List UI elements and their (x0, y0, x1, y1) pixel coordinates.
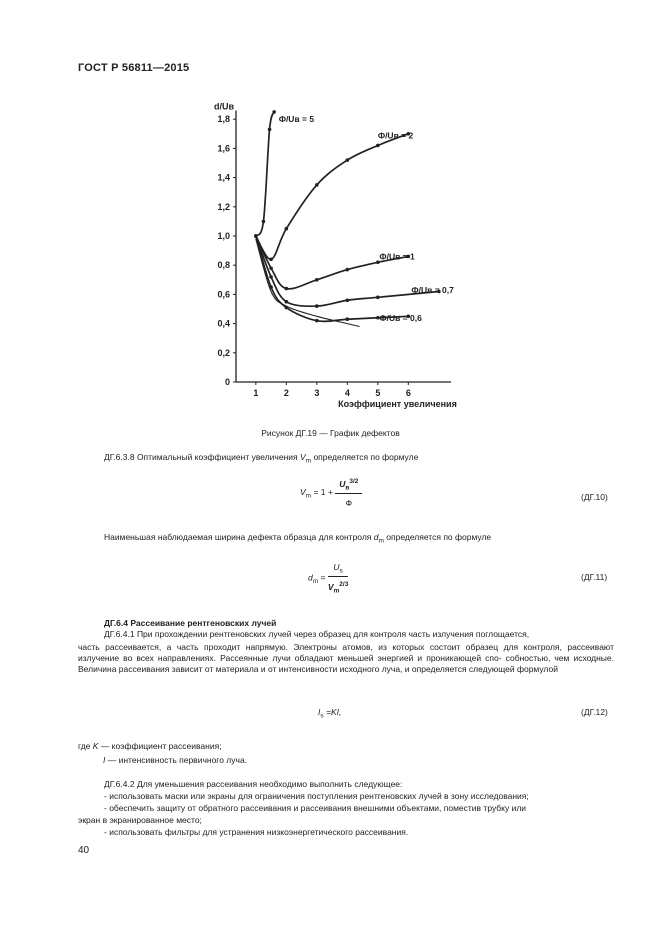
data-point (285, 287, 289, 291)
paragraph-reduce-scatter: ДГ.6.4.2 Для уменьшения рассеивания необходимо выполнить следующее: (104, 779, 403, 789)
x-tick-label: 2 (283, 388, 289, 398)
where-k (78, 741, 222, 752)
where-i-var: I (103, 755, 106, 765)
eq10-fraction (335, 478, 362, 508)
paragraph-optimal-magnification (104, 452, 614, 467)
equation-dg10 (300, 478, 362, 508)
eq12-rhs: =KI, (323, 707, 342, 717)
eq11-lhs-sub: m (312, 578, 319, 586)
data-point (285, 227, 289, 231)
data-point (268, 128, 272, 132)
series-label: Ф/Uв = 5 (278, 114, 315, 125)
series-label: Ф/Uв = 2 (377, 130, 414, 141)
eq11-eq: = (318, 572, 328, 583)
bullet-item: - использовать маски или экраны для ограничения поступления рентгеновских лучей в зону исследования; (104, 791, 529, 801)
series-line (256, 236, 409, 321)
eq10-num-sup: 3/2 (349, 478, 359, 485)
eq10-numerator (335, 478, 362, 494)
where-i (103, 755, 247, 766)
y-axis-label: d/Uв (214, 101, 235, 112)
eq12-lhs-sub: s (320, 712, 324, 720)
bullet-continuation: экран в экранированное место; (78, 815, 202, 825)
eq10-num-var: U (339, 478, 346, 489)
eq11-num-sub: s (339, 567, 343, 575)
eq11-denominator (328, 577, 349, 595)
paragraph-scatter-body: часть рассеивается, а часть проходит напрямую. Электроны атомов, из которых состоит образец для контроля, рассеивают излучение во всех направлениях. Рассеянные лучи обладают меньшей энергией и проникающей спо- собностью, чем исходные. Величина рассеивания зависит от материала и от интенсивности исходного луча, и определяется следующей формулой (78, 642, 614, 674)
x-tick-label: 4 (344, 388, 350, 398)
paragraph-scatter-first-line: ДГ.6.4.1 При прохождении рентгеновских лучей через образец для контроля часть излучения поглощается, (104, 629, 530, 639)
eq11-lhs: d (308, 572, 313, 583)
where-prefix: где (78, 741, 93, 751)
paragraph-min-width (104, 532, 614, 547)
eq10-num-sub: в (345, 484, 350, 492)
eq11-fraction (328, 562, 349, 594)
eq12-lhs: I (318, 707, 321, 717)
y-tick-label: 0 (224, 377, 230, 387)
data-point (269, 258, 273, 262)
bullet-item: - использовать фильтры для устранения низкоэнергетического рассеивания. (104, 827, 409, 837)
eq10-lhs: V (300, 487, 306, 498)
eq11-num-var: U (333, 562, 340, 572)
y-tick-label: 0,8 (217, 260, 230, 271)
bullet-item: - обеспечить защиту от обратного рассеивания и рассеивания внешними объектами, поместив трубку или (104, 803, 527, 813)
y-tick-label: 1,8 (217, 114, 230, 125)
data-point (346, 298, 350, 302)
document-header: ГОСТ Р 56811—2015 (78, 62, 190, 74)
where-k-var: K (92, 741, 99, 751)
data-point (376, 144, 380, 148)
where-k-def: — коэффициент рассеивания; (98, 741, 222, 751)
data-point (346, 158, 350, 162)
data-point (376, 296, 380, 300)
series-label: Ф/Uв = 1 (379, 251, 415, 262)
series-line (256, 112, 274, 236)
x-tick-label: 5 (375, 388, 381, 398)
x-axis-label: Коэффициент увеличения (338, 399, 457, 409)
data-point (269, 266, 273, 270)
equation-dg11 (308, 562, 348, 594)
figure-caption: Рисунок ДГ.19 — График дефектов (261, 428, 400, 438)
data-point (269, 275, 273, 279)
x-tick-label: 6 (405, 388, 411, 398)
p1-text: ДГ.6.3.8 Оптимальный коэффициент увеличения (104, 452, 300, 462)
data-point (315, 278, 319, 282)
data-point (315, 319, 319, 323)
series-label: Ф/Uв = 0,6 (379, 312, 422, 323)
equation-number-dg10: (ДГ.10) (581, 492, 608, 502)
series-line (256, 134, 409, 260)
where-i-def: — интенсивность первичного луча. (105, 755, 248, 765)
p2-sub: m (378, 537, 384, 545)
eq11-den-sup: 2/3 (339, 580, 349, 588)
data-point (272, 110, 276, 114)
p2-text: Наименьшая наблюдаемая ширина дефекта образца для контроля (104, 532, 374, 542)
eq11-den-var: V (327, 581, 334, 592)
p1-sub: m (305, 457, 312, 465)
y-tick-label: 0,4 (217, 318, 230, 329)
x-tick-label: 1 (253, 388, 259, 398)
y-tick-label: 1,0 (217, 231, 230, 241)
y-tick-label: 1,2 (217, 201, 230, 212)
p1-var: V (299, 452, 306, 462)
defect-chart (180, 90, 480, 425)
equation-number-dg12: (ДГ.12) (581, 707, 608, 717)
data-point (346, 317, 350, 321)
p2-var: d (373, 532, 379, 542)
data-point (285, 300, 289, 304)
y-tick-label: 0,6 (217, 289, 230, 300)
eq11-den-sub: m (333, 587, 340, 595)
series-label: Ф/Uв = 0,7 (411, 285, 454, 296)
eq10-denominator: Ф (345, 497, 353, 508)
data-point (346, 268, 350, 272)
data-point (315, 183, 319, 187)
section-title: ДГ.6.4 Рассеивание рентгеновских лучей (104, 618, 277, 628)
chart-svg (180, 90, 480, 420)
x-tick-label: 3 (314, 388, 320, 398)
y-tick-label: 1,4 (217, 172, 230, 183)
eq10-lhs-sub: m (305, 492, 312, 500)
eq10-eq: = 1 + (311, 487, 336, 498)
y-tick-label: 0,2 (217, 347, 230, 358)
equation-dg12 (318, 707, 341, 720)
eq11-numerator (328, 562, 349, 577)
data-point (315, 304, 319, 308)
p2-text-end: определяется по формуле (383, 532, 492, 542)
y-tick-label: 1,6 (217, 143, 230, 154)
data-point (262, 220, 266, 224)
p1-text-end: определяется по формуле (311, 452, 419, 462)
page-number: 40 (78, 845, 90, 856)
equation-number-dg11: (ДГ.11) (581, 572, 608, 582)
data-point (254, 234, 258, 238)
